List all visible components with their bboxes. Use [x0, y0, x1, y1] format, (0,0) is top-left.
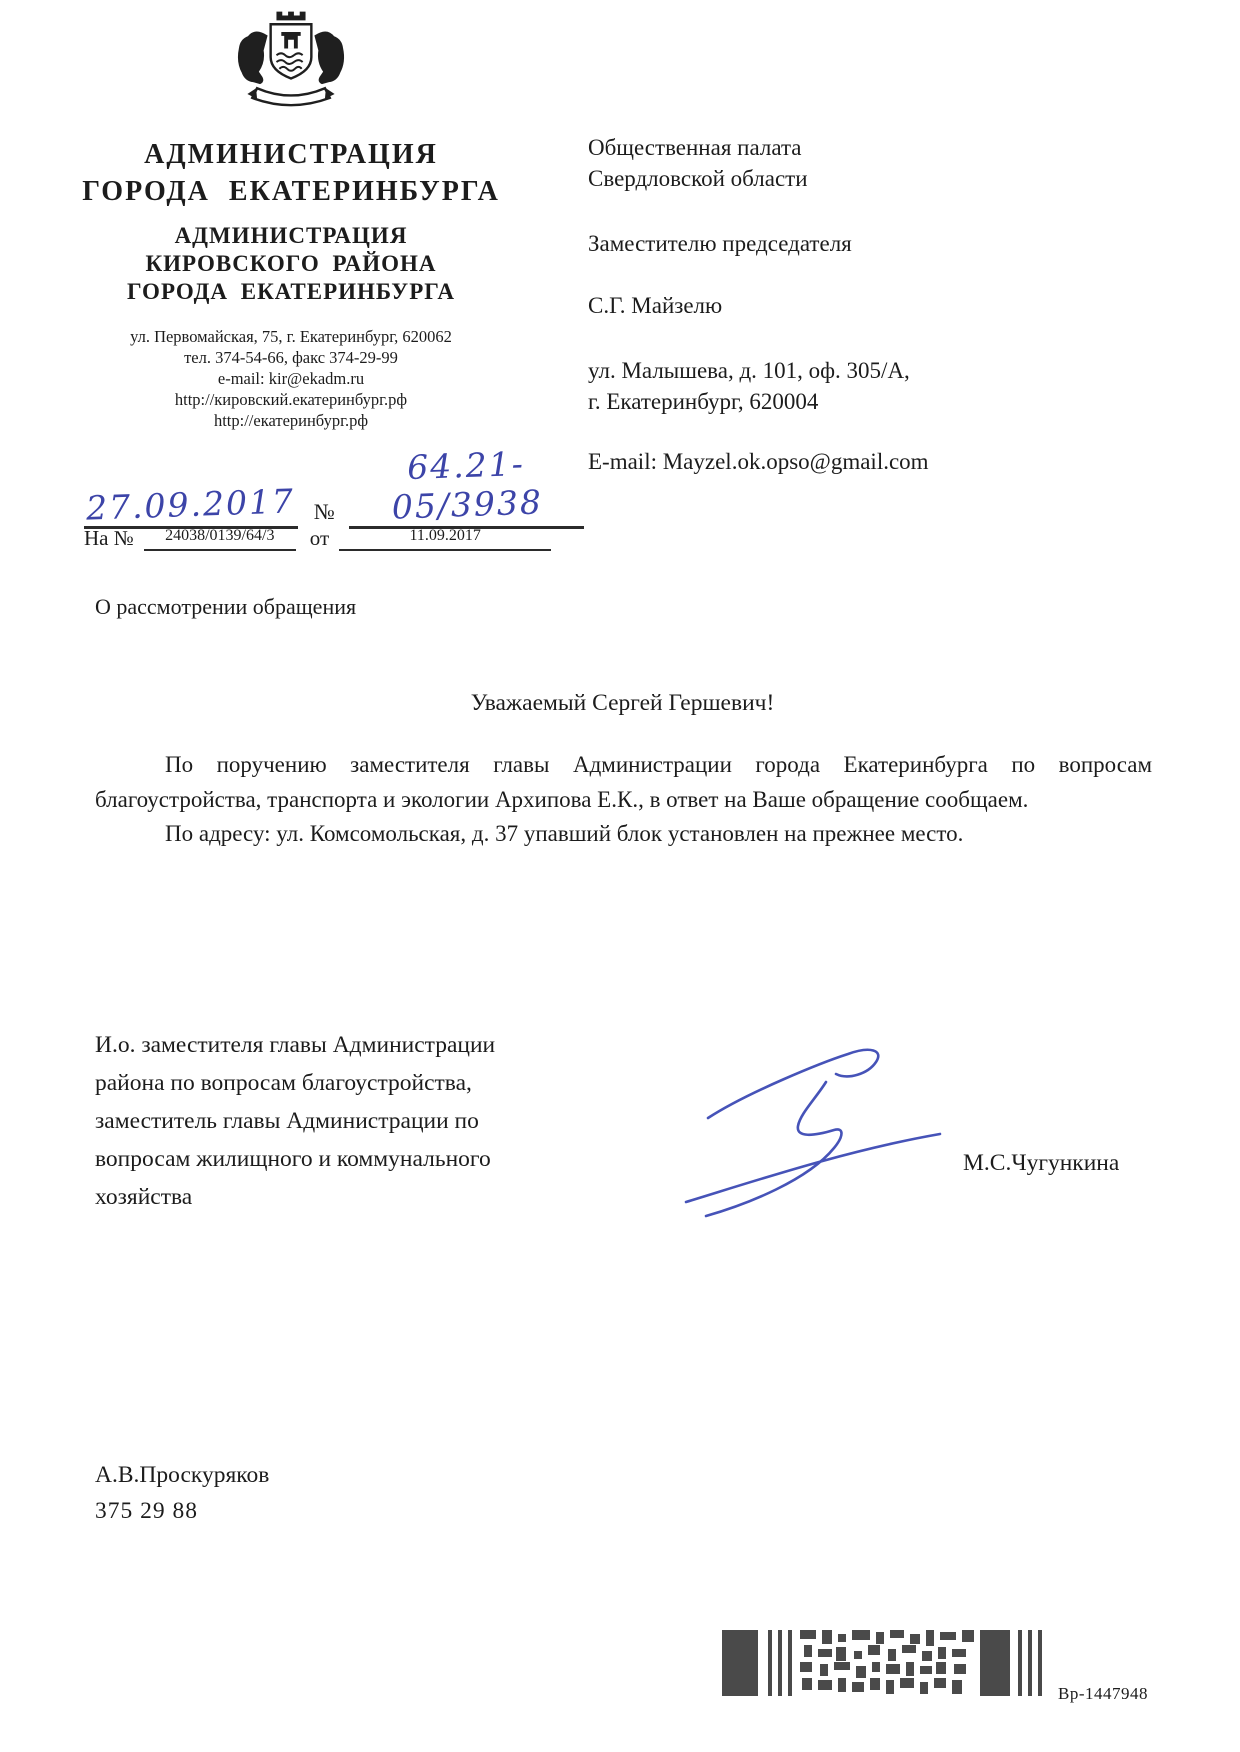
- executor-name: А.В.Проскуряков: [95, 1462, 270, 1488]
- salutation: Уважаемый Сергей Гершевич!: [470, 690, 775, 716]
- outgoing-reference-row: [84, 443, 584, 529]
- sender-phone-fax: тел. 374-54-66, факс 374-29-99: [184, 348, 398, 367]
- barcode: [722, 1630, 1044, 1701]
- sender-suborg-line2: КИРОВСКОГО РАЙОНА: [145, 251, 437, 276]
- sender-org-line2: ГОРОДА ЕКАТЕРИНБУРГА: [82, 176, 500, 207]
- handwritten-signature: [648, 1030, 958, 1225]
- letterhead-block: [60, 136, 522, 431]
- number-sign: №: [313, 499, 335, 524]
- sender-email: e-mail: kir@ekadm.ru: [217, 369, 365, 388]
- body-paragraph-1: По поручению заместителя главы Администрации города Екатеринбурга по вопросам благоустройства, транспорта и экологии Архипова Е.К., в ответ на Ваше обращение сообщаем.: [95, 752, 1152, 812]
- executor-phone: 375 29 88: [95, 1498, 198, 1524]
- signer-position-line: И.о. заместителя главы Администрации: [95, 1032, 496, 1058]
- incoming-reference-row: [84, 526, 604, 551]
- signer-position-block: [95, 1026, 575, 1216]
- sender-postal-address: ул. Первомайская, 75, г. Екатеринбург, 620062: [130, 327, 452, 346]
- body-paragraph-2: По адресу: ул. Комсомольская, д. 37 упавший блок установлен на прежнее место.: [165, 821, 964, 846]
- outgoing-number-field: [349, 443, 584, 529]
- recipient-block: [588, 132, 1058, 477]
- signer-position-line: района по вопросам благоустройства,: [95, 1070, 472, 1096]
- reply-ref-label: На №: [84, 526, 134, 550]
- subject-line: О рассмотрении обращения: [95, 594, 357, 619]
- sender-website-district: http://кировский.екатеринбург.рф: [174, 390, 408, 409]
- sender-org-line1: АДМИНИСТРАЦИЯ: [144, 139, 438, 170]
- signer-name: М.С.Чугункина: [963, 1150, 1120, 1176]
- signer-position-line: заместитель главы Администрации по: [95, 1108, 479, 1134]
- recipient-email: E-mail: Mayzel.ok.opso@gmail.com: [588, 449, 929, 474]
- reply-from-label: от: [309, 526, 330, 550]
- reply-ref-date: 11.09.2017: [339, 527, 551, 551]
- signer-position-line: хозяйства: [95, 1184, 193, 1210]
- sender-suborg-line1: АДМИНИСТРАЦИЯ: [174, 223, 408, 248]
- outgoing-date-field: [84, 481, 298, 529]
- recipient-position: Заместителю председателя: [588, 231, 852, 256]
- recipient-name: С.Г. Майзелю: [588, 293, 723, 318]
- outgoing-number-handwritten: 64.21-05/3938: [390, 443, 544, 527]
- recipient-address-line2: г. Екатеринбург, 620004: [588, 389, 819, 414]
- reply-ref-number: 24038/0139/64/3: [144, 527, 296, 551]
- barcode-label: Вр-1447948: [1058, 1684, 1148, 1703]
- sender-suborg-line3: ГОРОДА ЕКАТЕРИНБУРГА: [127, 279, 455, 304]
- recipient-org-line1: Общественная палата: [588, 135, 802, 160]
- recipient-org-line2: Свердловской области: [588, 166, 808, 191]
- outgoing-date-handwritten: 27.09.2017: [85, 481, 296, 528]
- signer-position-line: вопросам жилищного и коммунального: [95, 1146, 491, 1172]
- recipient-address-line1: ул. Малышева, д. 101, оф. 305/А,: [588, 358, 910, 383]
- letter-body: [95, 748, 1152, 852]
- coat-of-arms-icon: [228, 8, 354, 123]
- sender-website-city: http://екатеринбург.рф: [213, 411, 369, 430]
